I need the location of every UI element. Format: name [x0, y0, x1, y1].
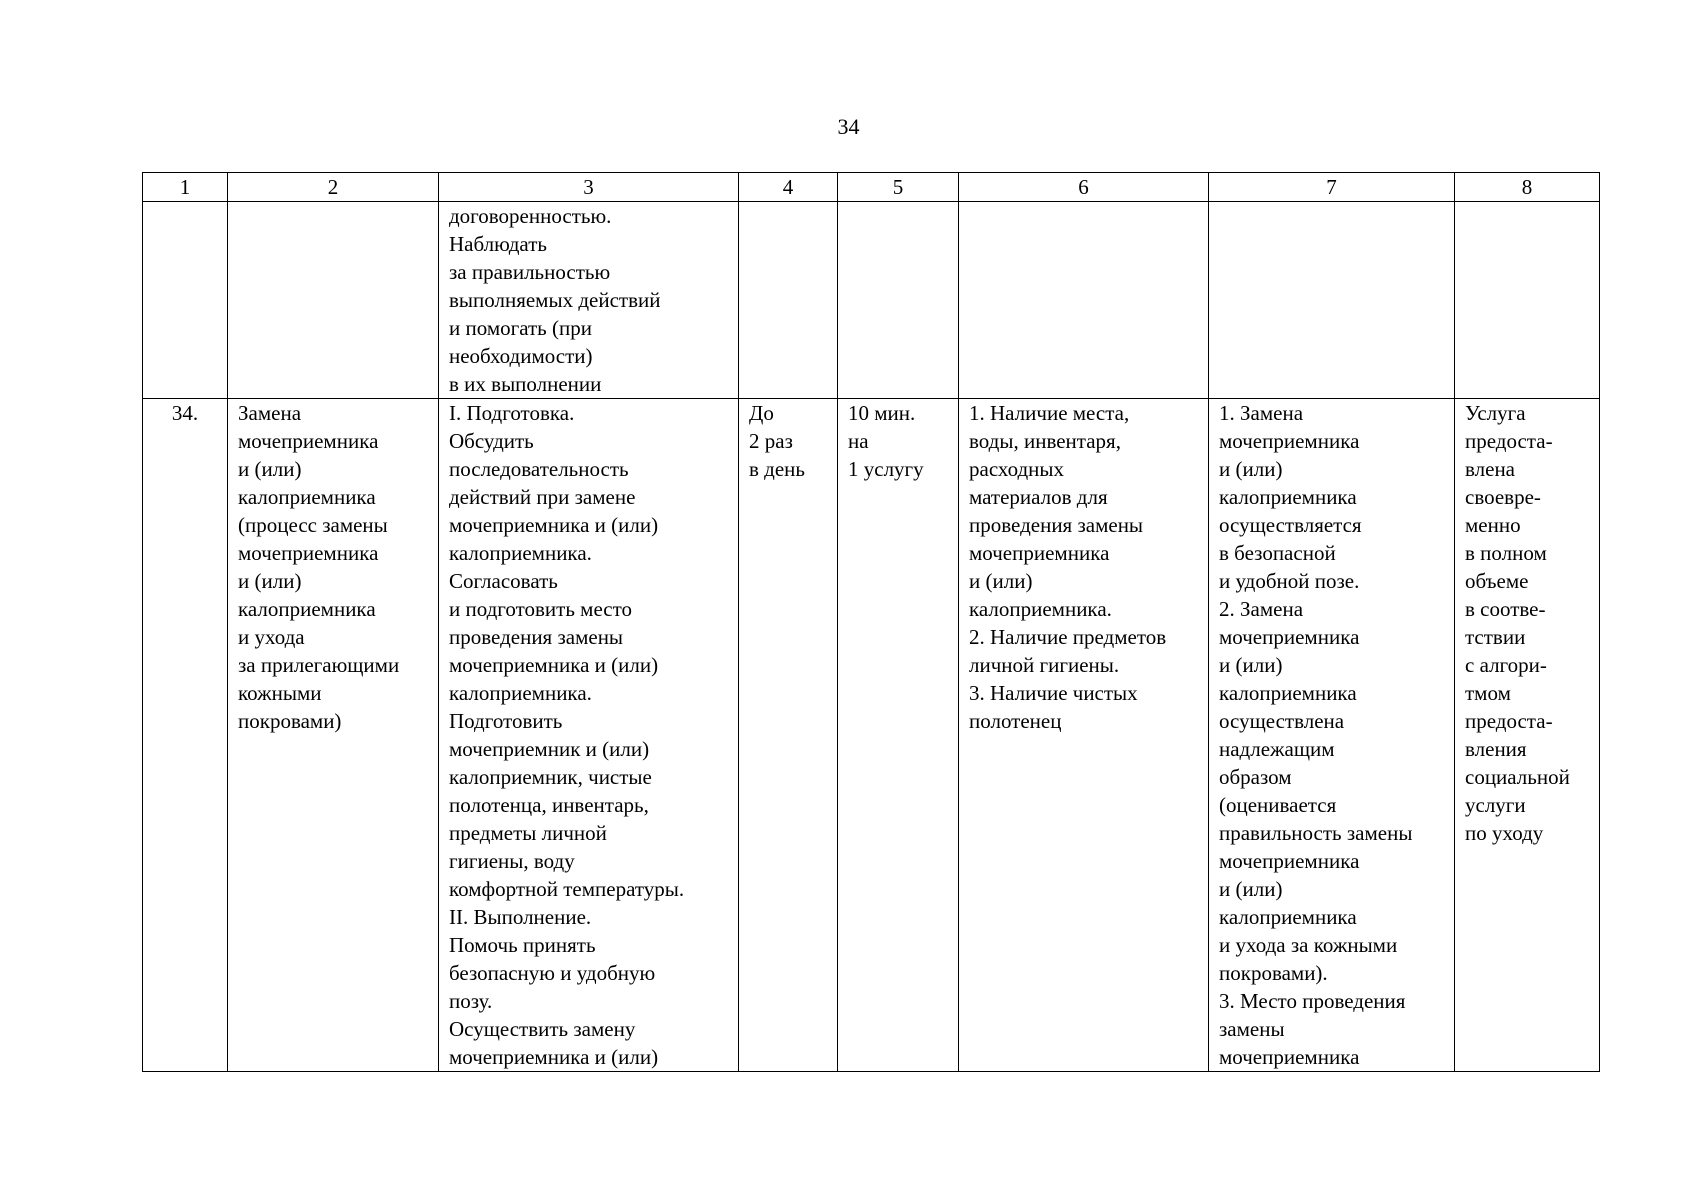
column-header-3: 3: [439, 173, 739, 202]
column-header-2: 2: [228, 173, 439, 202]
cont-cell-8: [1455, 202, 1600, 399]
column-number-row: [143, 173, 1600, 202]
duration-cell: 10 мин. на 1 услугу: [838, 399, 959, 1072]
column-header-4: 4: [739, 173, 838, 202]
frequency-cell: До 2 раз в день: [739, 399, 838, 1072]
column-header-6: 6: [959, 173, 1209, 202]
cont-cell-1: [143, 202, 228, 399]
cont-cell-5: [838, 202, 959, 399]
cont-cell-6: [959, 202, 1209, 399]
service-name-cell: Замена мочеприемника и (или) калоприемника (процесс замены мочеприемника и (или) калоприемника и ухода за прилегающими кожными покровами): [228, 399, 439, 1072]
services-table: [142, 172, 1600, 1072]
procedure-cell: I. Подготовка. Обсудить последовательность действий при замене мочеприемника и (или) калоприемника. Согласовать и подготовить место проведения замены мочеприемника и (или) калоприемника. Подготовить мочеприемник и (или) калоприемник, чистые полотенца, инвентарь, предметы личной гигиены, воду комфортной температуры. II. Выполнение. Помочь принять безопасную и удобную позу. Осуществить замену мочеприемника и (или): [439, 399, 739, 1072]
evaluation-cell: Услуга предоста- влена своевре- менно в полном объеме в соотве- тствии с алгори- тмом предоста- вления социальной услуги по уходу: [1455, 399, 1600, 1072]
quality-indicators-cell: 1. Замена мочеприемника и (или) калоприемника осуществляется в безопасной и удобной позе. 2. Замена мочеприемника и (или) калоприемника осуществлена надлежащим образом (оценивается правильность замены мочеприемника и (или) калоприемника и ухода за кожными покровами). 3. Место проведения замены мочеприемника: [1209, 399, 1455, 1072]
cont-cell-2: [228, 202, 439, 399]
table-row-34: [143, 399, 1600, 1072]
column-header-8: 8: [1455, 173, 1600, 202]
cont-procedure-cell: договоренностью. Наблюдать за правильностью выполняемых действий и помогать (при необходимости) в их выполнении: [439, 202, 739, 399]
column-header-7: 7: [1209, 173, 1455, 202]
column-header-5: 5: [838, 173, 959, 202]
cont-cell-4: [739, 202, 838, 399]
column-header-1: 1: [143, 173, 228, 202]
cont-cell-7: [1209, 202, 1455, 399]
row-number-cell: 34.: [143, 399, 228, 1072]
conditions-cell: 1. Наличие места, воды, инвентаря, расходных материалов для проведения замены мочеприемника и (или) калоприемника. 2. Наличие предметов личной гигиены. 3. Наличие чистых полотенец: [959, 399, 1209, 1072]
continuation-row: [143, 202, 1600, 399]
page-number: 34: [837, 114, 860, 139]
